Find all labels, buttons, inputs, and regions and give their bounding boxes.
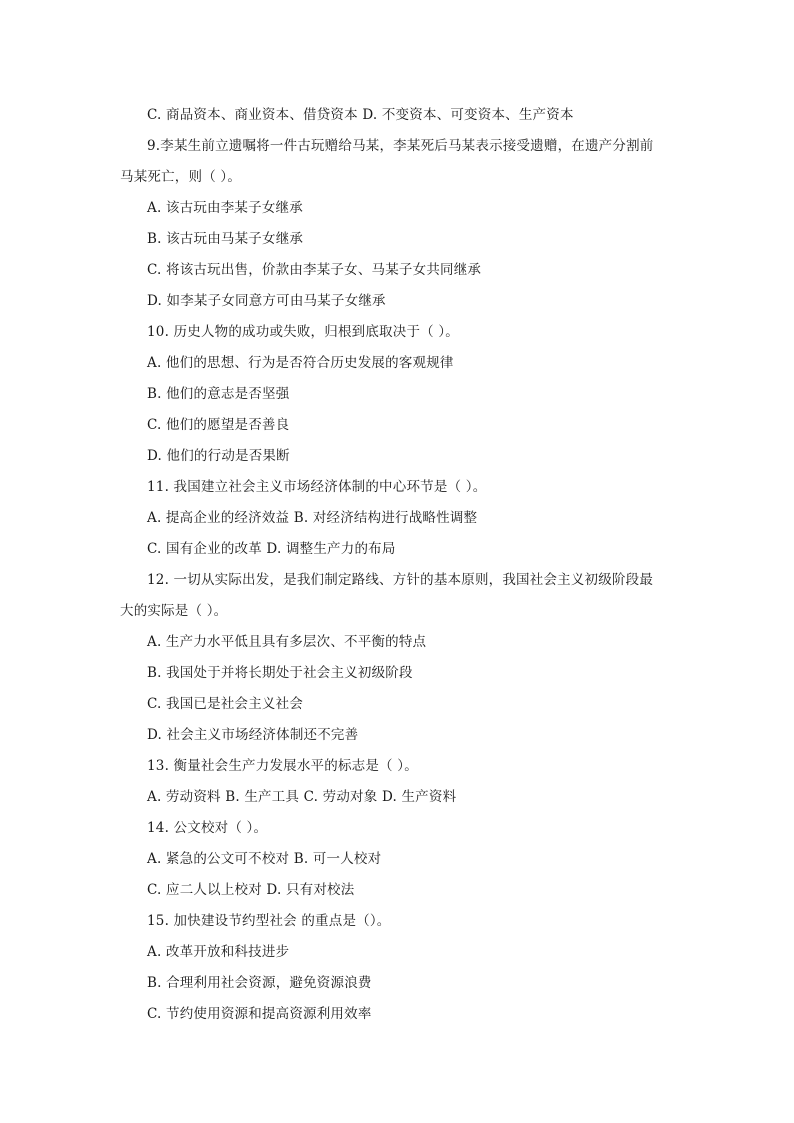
- question-14-stem: 14. 公文校对（ ）。: [147, 820, 268, 836]
- option-a: A. 他们的思想、行为是否符合历史发展的客观规律: [147, 355, 454, 371]
- option-b: B. 该古玩由马某子女继承: [147, 231, 304, 247]
- options-a-b: A. 紧急的公文可不校对 B. 可一人校对: [147, 851, 382, 867]
- option-c: C. 他们的愿望是否善良: [147, 417, 290, 433]
- question-11-stem: 11. 我国建立社会主义市场经济体制的中心环节是（ ）。: [147, 479, 487, 495]
- question-9-stem: 9.李某生前立遗嘱将一件古玩赠给马某，李某死后马某表示接受遗赠，在遗产分割前: [147, 138, 654, 154]
- question-15-stem: 15. 加快建设节约型社会 的重点是（）。: [147, 913, 391, 929]
- option-c: C. 我国已是社会主义社会: [147, 696, 304, 712]
- option-d: D. 他们的行动是否果断: [147, 448, 290, 464]
- options-c-d: C. 国有企业的改革 D. 调整生产力的布局: [147, 541, 396, 557]
- option-d: D. 社会主义市场经济体制还不完善: [147, 727, 359, 743]
- options-a-b: A. 提高企业的经济效益 B. 对经济结构进行战略性调整: [147, 510, 478, 526]
- option-a: A. 生产力水平低且具有多层次、不平衡的特点: [147, 634, 427, 650]
- option-b: B. 合理利用社会资源，避免资源浪费: [147, 975, 372, 991]
- option-c: C. 将该古玩出售，价款由李某子女、马某子女共同继承: [147, 262, 482, 278]
- option-b: B. 他们的意志是否坚强: [147, 386, 290, 402]
- option-a: A. 改革开放和科技进步: [147, 944, 290, 960]
- text-line: C. 商品资本、商业资本、借贷资本 D. 不变资本、可变资本、生产资本: [147, 107, 574, 123]
- option-b: B. 我国处于并将长期处于社会主义初级阶段: [147, 665, 413, 681]
- question-12-stem-continued: 大的实际是（ ）。: [120, 603, 228, 619]
- option-a: A. 该古玩由李某子女继承: [147, 200, 303, 216]
- question-12-stem: 12. 一切从实际出发，是我们制定路线、方针的基本原则，我国社会主义初级阶段最: [147, 572, 654, 588]
- options-c-d: C. 应二人以上校对 D. 只有对校法: [147, 882, 355, 898]
- option-d: D. 如李某子女同意方可由马某子女继承: [147, 293, 386, 309]
- options-a-d: A. 劳动资料 B. 生产工具 C. 劳动对象 D. 生产资料: [147, 789, 457, 805]
- option-c: C. 节约使用资源和提高资源利用效率: [147, 1006, 372, 1022]
- question-13-stem: 13. 衡量社会生产力发展水平的标志是（ ）。: [147, 758, 418, 774]
- question-10-stem: 10. 历史人物的成功或失败，归根到底取决于（ ）。: [147, 324, 460, 340]
- document-body: [120, 100, 680, 1030]
- question-9-stem-continued: 马某死亡，则（ ）。: [120, 169, 242, 185]
